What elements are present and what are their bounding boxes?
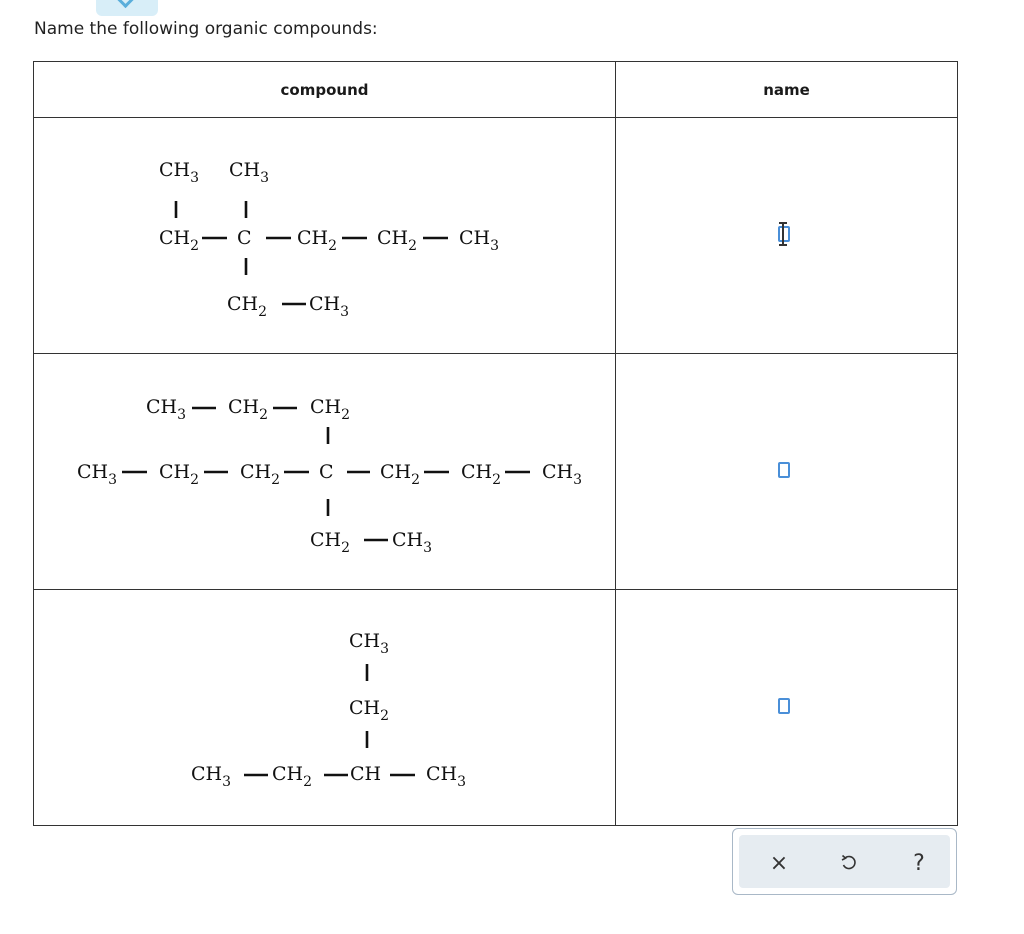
group-label: $CH_3$ bbox=[159, 159, 200, 186]
clear-button[interactable]: × bbox=[759, 845, 799, 881]
group-label: $CH_3$ bbox=[146, 396, 187, 423]
group-label-wrapper bbox=[461, 461, 501, 488]
group-label-wrapper bbox=[146, 396, 186, 423]
group-label-wrapper bbox=[310, 396, 350, 423]
table-row bbox=[34, 590, 958, 826]
group-label-wrapper bbox=[377, 227, 417, 254]
group-label-wrapper bbox=[272, 763, 312, 790]
group-label: $CH_2$ bbox=[272, 763, 313, 790]
group-label-wrapper bbox=[159, 461, 199, 488]
group-label-wrapper bbox=[159, 227, 199, 254]
group-label-wrapper bbox=[392, 529, 432, 556]
text-cursor-icon bbox=[782, 222, 784, 246]
group-label: $CH_2$ bbox=[159, 461, 200, 488]
undo-icon bbox=[839, 853, 859, 873]
group-label: $CH_2$ bbox=[349, 697, 390, 724]
group-label: $CH_2$ bbox=[310, 529, 351, 556]
group-label: $CH_3$ bbox=[542, 461, 583, 488]
group-label: C bbox=[319, 461, 334, 483]
group-label: $CH_3$ bbox=[77, 461, 118, 488]
group-label: $CH_3$ bbox=[392, 529, 433, 556]
group-label-wrapper bbox=[349, 697, 389, 724]
compounds-table bbox=[33, 61, 958, 826]
name-cell bbox=[616, 354, 958, 590]
collapse-tab[interactable] bbox=[96, 0, 158, 16]
compound-cell bbox=[34, 590, 616, 826]
group-label-wrapper bbox=[297, 227, 337, 254]
group-label-wrapper bbox=[380, 461, 420, 488]
group-label: $CH_2$ bbox=[227, 293, 268, 320]
question-prompt: Name the following organic compounds: bbox=[34, 19, 378, 39]
group-label-wrapper bbox=[426, 763, 466, 790]
name-column-header: name bbox=[616, 62, 958, 118]
group-label: $CH_2$ bbox=[377, 227, 418, 254]
name-cell bbox=[616, 118, 958, 354]
group-label: $CH_3$ bbox=[309, 293, 350, 320]
answer-input-2[interactable] bbox=[778, 462, 790, 478]
group-label: $CH_2$ bbox=[461, 461, 502, 488]
group-label: $CH_3$ bbox=[459, 227, 500, 254]
group-label-wrapper bbox=[319, 461, 334, 483]
help-button[interactable]: ? bbox=[899, 845, 939, 881]
group-label: $CH_3$ bbox=[229, 159, 270, 186]
answer-input-3[interactable] bbox=[778, 698, 790, 714]
group-label: $CH_2$ bbox=[310, 396, 351, 423]
group-label-wrapper bbox=[240, 461, 280, 488]
group-label: C bbox=[237, 227, 252, 249]
compound-cell bbox=[34, 354, 616, 590]
group-label: $CH_3$ bbox=[349, 630, 390, 657]
group-label bbox=[229, 159, 269, 186]
answer-toolbar bbox=[732, 828, 957, 895]
compound-1-structure bbox=[34, 118, 615, 353]
compound-2-structure bbox=[34, 354, 615, 589]
compound-column-header: compound bbox=[34, 62, 616, 118]
group-label: $CH_2$ bbox=[159, 227, 200, 254]
group-label-wrapper bbox=[191, 763, 231, 790]
group-label-wrapper bbox=[350, 763, 381, 785]
table-row bbox=[34, 354, 958, 590]
chevron-down-icon bbox=[115, 0, 136, 8]
toolbar-panel bbox=[739, 835, 950, 888]
group-label: $CH_3$ bbox=[191, 763, 232, 790]
name-cell bbox=[616, 590, 958, 826]
group-label: $CH_3$ bbox=[426, 763, 467, 790]
group-label-wrapper bbox=[309, 293, 349, 320]
answer-input-1[interactable] bbox=[778, 226, 790, 242]
group-label-wrapper bbox=[459, 227, 499, 254]
group-label-wrapper bbox=[542, 461, 582, 488]
compound-3-structure bbox=[34, 590, 615, 825]
group-label: $CH_2$ bbox=[240, 461, 281, 488]
group-label-wrapper bbox=[227, 293, 267, 320]
group-label bbox=[159, 159, 199, 186]
table-row bbox=[34, 118, 958, 354]
group-label: $CH_2$ bbox=[297, 227, 338, 254]
group-label-wrapper bbox=[228, 396, 268, 423]
group-label: $CH_2$ bbox=[228, 396, 269, 423]
group-label: CH bbox=[350, 763, 382, 785]
undo-button[interactable] bbox=[829, 845, 869, 881]
group-label-wrapper bbox=[349, 630, 389, 657]
group-label-wrapper bbox=[310, 529, 350, 556]
group-label-wrapper bbox=[77, 461, 117, 488]
compound-cell bbox=[34, 118, 616, 354]
group-label-wrapper bbox=[237, 227, 252, 249]
table-header-row bbox=[34, 62, 958, 118]
group-label: $CH_2$ bbox=[380, 461, 421, 488]
